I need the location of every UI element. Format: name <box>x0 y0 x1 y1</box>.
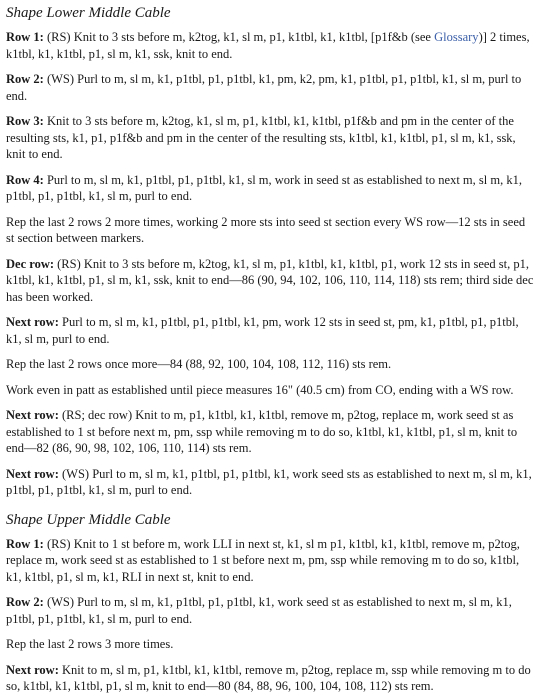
row-text: (RS) Knit to 3 sts before m, k2tog, k1, sl m, p1, k1tbl, k1, k1tbl, [p1f&b (see <box>43 30 435 44</box>
instruction-row-4 <box>6 172 534 205</box>
row-text: (RS; dec row) Knit to m, p1, k1tbl, k1, k1tbl, remove m, p2tog, replace m, work seed st as established to 1 st before next m, pm, ssp while removing m to do so, k1tbl, k1, k1tbl, p1, sl m, knit to end—82 (86, 90, 98, 102, 106, 110, 114) sts rem. <box>6 408 518 455</box>
section-title-lower-middle-cable: Shape Lower Middle Cable <box>6 5 171 21</box>
row-text: Purl to m, sl m, k1, p1tbl, p1, p1tbl, k1, pm, work 12 sts in seed st, pm, k1, p1tbl, p1, p1tbl, k1, sl m, purl to end. <box>6 315 519 346</box>
row-label: Row 2: <box>6 72 44 86</box>
row-text: Knit to m, sl m, p1, k1tbl, k1, k1tbl, remove m, p2tog, replace m, ssp while removing m to do so, k1tbl, k1, k1tbl, p1, sl m, knit to end—80 (84, 88, 96, 100, 104, 108, 112) sts rem. <box>6 662 531 693</box>
row-text: (WS) Purl to m, sl m, k1, p1tbl, p1, p1tbl, k1, work seed sts as established to next m, sl m, k1, p1tbl, p1, p1tbl, k1, sl m, purl to end. <box>6 466 532 497</box>
instruction-repeat <box>6 214 534 247</box>
instruction-upper-row-1 <box>6 536 534 586</box>
instruction-repeat-once <box>6 356 534 373</box>
row-text: Work even in patt as established until piece measures 16" (40.5 cm) from CO, ending with a WS row. <box>6 382 514 397</box>
instruction-upper-repeat <box>6 636 534 653</box>
row-text: Knit to 3 sts before m, k2tog, k1, sl m, p1, k1tbl, k1, k1tbl, p1f&b and pm in the center of the resulting sts, k1, p1, p1f&b and pm in the center of the resulting sts, k1tbl, k1, k1tbl, p1, sl m, k1, ssk, knit to end. <box>6 114 516 161</box>
instruction-row-2 <box>6 71 534 104</box>
instruction-upper-next-row <box>6 662 534 695</box>
section-title-upper-middle-cable: Shape Upper Middle Cable <box>6 511 171 528</box>
row-text: Rep the last 2 rows 3 more times. <box>6 637 174 651</box>
row-label: Next row: <box>6 466 59 481</box>
row-text: (WS) Purl to m, sl m, k1, p1tbl, p1, p1tbl, k1, pm, k2, pm, k1, p1tbl, p1, p1tbl, k1, sl m, purl to end. <box>6 72 522 103</box>
instruction-next-row <box>6 314 534 347</box>
row-text-after: )] 2 times, k1tbl, k1, k1tbl, p1, sl m, k1, ssk, knit to end. <box>6 30 530 61</box>
instruction-dec-row <box>6 256 534 306</box>
glossary-link[interactable]: Glossary <box>434 30 479 44</box>
row-label: Dec row: <box>6 256 55 271</box>
instruction-work-even <box>6 382 534 399</box>
row-text: (RS) Knit to 1 st before m, work LLI in next st, k1, sl m p1, k1tbl, k1, k1tbl, remove m, p2tog, replace m, work seed st as established to 1 st before next m, pm, ssp while removing m to do so, k1tbl, k1, k1tbl, p1, sl m, k1, RLI in next st, knit to end. <box>6 536 520 584</box>
row-text: Rep the last 2 rows 2 more times, working 2 more sts into seed st section every WS row—12 sts in seed st section between markers. <box>6 214 526 245</box>
row-label: Row 1: <box>6 30 44 44</box>
row-text: (WS) Purl to m, sl m, k1, p1tbl, p1, p1tbl, k1, work seed st as established to next m, sl m, k1, p1tbl, p1, p1tbl, k1, sl m, purl to end. <box>6 595 512 626</box>
row-label: Row 4: <box>6 172 44 187</box>
row-label: Row 2: <box>6 595 44 609</box>
row-label: Row 1: <box>6 536 44 551</box>
instruction-row-1 <box>6 29 534 62</box>
row-label: Next row: <box>6 315 59 329</box>
instruction-next-row-ws <box>6 466 534 499</box>
row-label: Row 3: <box>6 114 44 128</box>
instruction-upper-row-2 <box>6 594 534 627</box>
row-label: Next row: <box>6 408 59 422</box>
row-text: (RS) Knit to 3 sts before m, k2tog, k1, sl m, p1, k1tbl, k1, k1tbl, p1, work 12 sts in seed st, p1, k1tbl, k1, k1tbl, p1, sl m, k1, ssk, knit to end—86 (90, 94, 102, 106, 110, 114, 118) sts rem; third side dec has been worked. <box>6 256 534 304</box>
row-text: Rep the last 2 rows once more—84 (88, 92, 100, 104, 108, 112, 116) sts rem. <box>6 357 392 371</box>
row-label: Next row: <box>6 662 59 677</box>
instruction-row-3 <box>6 113 534 163</box>
row-text: Purl to m, sl m, k1, p1tbl, p1, p1tbl, k1, sl m, work in seed st as established to next m, sl m, k1, p1tbl, p1, p1tbl, k1, sl m, purl to end. <box>6 172 522 203</box>
instruction-next-row-rs-dec <box>6 407 534 457</box>
